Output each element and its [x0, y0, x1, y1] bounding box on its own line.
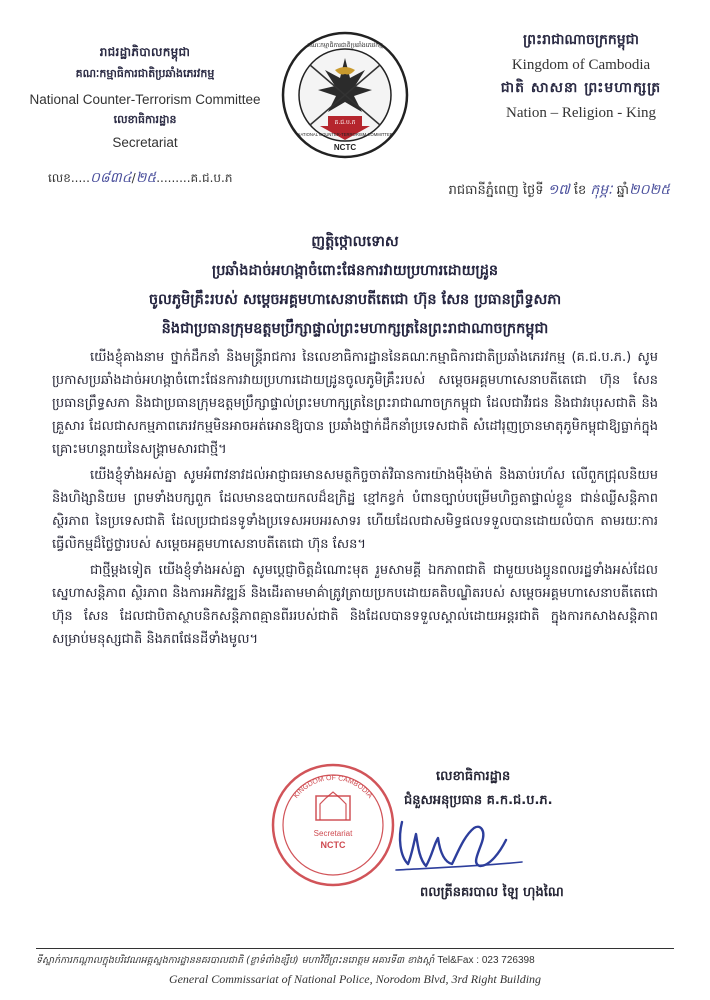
- motto-en: Nation – Religion - King: [506, 105, 656, 121]
- document-date: [449, 180, 670, 201]
- title-line-3: ចូលភូមិគ្រឹះរបស់ សម្ដេចអគ្គមហាសេនាបតីតេជោ ហ៊ុន សែន ប្រធានព្រឹទ្ធសភា: [148, 292, 562, 308]
- body-paragraph-3: ជាថ្មីម្ដងទៀត យើងខ្ញុំទាំងអស់គ្នា សូមប្ដេជ្ញាចិត្តដំណោះមុត រួមសាមគ្គី ឯកភាពជាតិ ជាមួយបងប្អូនពលរដ្ឋទាំងអស់ដែលស្នេហាសន្តិភាព ស្ថិរភាព និងការអភិវឌ្ឍន៍ និងដើរតាមមាគ៌ាត្រូវត្រាយប្រកបដោយគតិបណ្ឌិតរបស់ សម្ដេចអគ្គមហាសេនាបតីតេជោ ហ៊ុន សែន ដែលជាបិតាស្ថាបនិកសន្តិភាពគ្មានពីររបស់ជាតិ និងដែលបានទទួលស្គាល់ដោយអន្តរជាតិ ក្នុងការកសាងសន្តិភាព សម្រាប់មនុស្សជាតិ និងភពផែនដីទាំងមូល។: [52, 563, 658, 647]
- ref-number: ០៨៣៤: [89, 170, 132, 186]
- kingdom-km: ព្រះរាជាណាចក្រកម្ពុជា: [522, 32, 639, 48]
- government-name: រាជរដ្ឋាភិបាលកម្ពុជា: [99, 45, 191, 59]
- official-stamp: [268, 760, 398, 890]
- document-body: [52, 346, 658, 651]
- secretariat-en: Secretariat: [112, 135, 178, 150]
- date-day: ១៧: [547, 182, 570, 198]
- title-line-1: ញត្តិថ្កោលទោស: [311, 234, 399, 250]
- date-month: កុម្ភៈ: [590, 182, 613, 198]
- nctc-emblem: [280, 30, 410, 160]
- signatory-name: ពលត្រីនគរបាល ឡៃ ហុងណៃ: [420, 885, 564, 900]
- date-month-label: ខែ: [573, 183, 587, 198]
- header-right: [470, 30, 692, 122]
- date-year-label: ឆ្នាំ: [616, 183, 629, 198]
- body-paragraph-2: យើងខ្ញុំទាំងអស់គ្នា សូមអំពាវនាវដល់អាជ្ញាធរមានសមត្ថកិច្ចចាត់វិធានការយ៉ាងម៉ឺងម៉ាត់ និងឆាប់រហ័ស លើពួកជ្រុលនិយម និងហិង្សានិយម ព្រមទាំងបក្សពួក ដែលមានឧបាយកលដ៏ឧក្រិដ្ឋ ខ្មៅកខ្វក់ បំពានច្បាប់បម្រើមហិច្ឆតាផ្ទាល់ខ្លួន ជាន់ឈ្លីសន្តិភាព ស្ថិរភាព នៃប្រទេសជាតិ ដែលប្រជាជនទូទាំងប្រទេសអបអរសាទរ ហើយដែលជាសមិទ្ធផលទទួលបានដោយលំបាក តាមរយៈការធ្វើលិកម្មដ៏ថ្លៃថ្លារបស់ សម្ដេចអគ្គមហាសេនាបតីតេជោ ហ៊ុន សែន។: [52, 468, 658, 552]
- title-line-4: និងជាប្រធានក្រុមឧត្ដមប្រឹក្សាផ្ទាល់ព្រះមហាក្សត្រនៃព្រះរាជាណាចក្រកម្ពុជា: [161, 321, 549, 337]
- footer-address-en: General Commissariat of National Police, Norodom Blvd, 3rd Right Building: [168, 972, 542, 986]
- date-year: ២០២៥: [628, 182, 670, 198]
- emblem-top-text: គណៈកម្មាធិការជាតិប្រឆាំងភេរវកម្ម: [307, 42, 383, 49]
- committee-name-en: National Counter-Terrorism Committee: [29, 92, 261, 107]
- footer-tel: Tel&Fax : 023 726398: [437, 955, 535, 966]
- signatory-office: លេខាធិការដ្ឋាន: [436, 769, 511, 784]
- footer-divider: [36, 948, 674, 949]
- date-prefix: រាជធានីភ្នំពេញ ថ្ងៃទី: [448, 183, 544, 198]
- ref-prefix: លេខ: [48, 171, 71, 185]
- emblem-ring-text: NATIONAL COUNTER-TERRORISM COMMITTEE: [297, 132, 393, 137]
- document-titles: [40, 228, 670, 344]
- ref-year: ២៥: [135, 170, 157, 186]
- emblem-badge-en: NCTC: [333, 143, 357, 152]
- secretariat-km: លេខាធិការដ្ឋាន: [113, 113, 177, 126]
- motto-km: ជាតិ សាសនា ព្រះមហាក្សត្រ: [500, 80, 662, 96]
- ref-suffix: គ.ជ.ប.ភ: [190, 171, 233, 185]
- stamp-secretariat: Secretariat: [313, 829, 353, 838]
- reference-number: លេខ.....០៨៣៤/២៥.........គ.ជ.ប.ភ: [48, 170, 233, 186]
- body-paragraph-1: យើងខ្ញុំគាងនាម ថ្នាក់ដឹកនាំ និងមន្ត្រីរាជការ នៃលេខាធិការដ្ឋាននៃគណៈកម្មាធិការជាតិប្រឆាំងភេរវកម្ម (គ.ជ.ប.ភ.) សូមប្រកាសប្រឆាំងដាច់អហង្កាចំពោះផែនការវាយប្រហារដោយដ្រូនចូលភូមិគ្រឹះរបស់ សម្ដេចអគ្គមហាសេនាបតីតេជោ ហ៊ុន សែន ប្រធានព្រឹទ្ធសភា និងជាប្រធានក្រុមឧត្ដមប្រឹក្សាផ្ទាល់ព្រះមហាក្សត្រនៃព្រះរាជាណាចក្រកម្ពុជា ដែលជាវីរជន និងជាវរបុរសជាតិ និងគ្រួសារ ដែលជាសកម្មភាពភេរវកម្មមិនអាចអត់អោនឱ្យបាន ប្រឆាំងថ្នាក់ដឹកនាំប្រទេសជាតិ សំដៅរុញច្រានមាតុភូមិកម្ពុជាឱ្យធ្លាក់ក្នុងគ្រោះមហន្តរាយនៃសង្គ្រាមសារជាថ្មី។: [52, 350, 658, 457]
- header-left: [14, 44, 276, 150]
- stamp-top-text: KINGDOM OF CAMBODIA: [292, 774, 374, 800]
- signatory-title: ជំនួសអនុប្រធាន គ.ក.ជ.ប.ភ.: [404, 793, 553, 808]
- emblem-badge-km: គ.ជ.ប.ភ: [334, 119, 356, 126]
- footer-address-km: [36, 954, 674, 968]
- title-line-2: ប្រឆាំងដាច់អហង្កាចំពោះផែនការវាយប្រហារដោយដ្រូន: [211, 263, 499, 279]
- footer-address-km-text: ទីស្នាក់ការកណ្ដាលក្នុងបរិវេណអគ្គស្នងការដ្ឋាននគរបាលជាតិ (ខ្លាទំពាំងខ្សឹប) មហាវិថីព្រះនរោត្តម អគារទី៣ ខាងស្ដាំ: [36, 955, 435, 966]
- kingdom-en: Kingdom of Cambodia: [511, 57, 651, 73]
- stamp-nctc: NCTC: [320, 840, 346, 850]
- committee-name-km: គណៈកម្មាធិការជាតិប្រឆាំងភេរវកម្ម: [75, 67, 215, 80]
- handwritten-signature: [382, 808, 532, 880]
